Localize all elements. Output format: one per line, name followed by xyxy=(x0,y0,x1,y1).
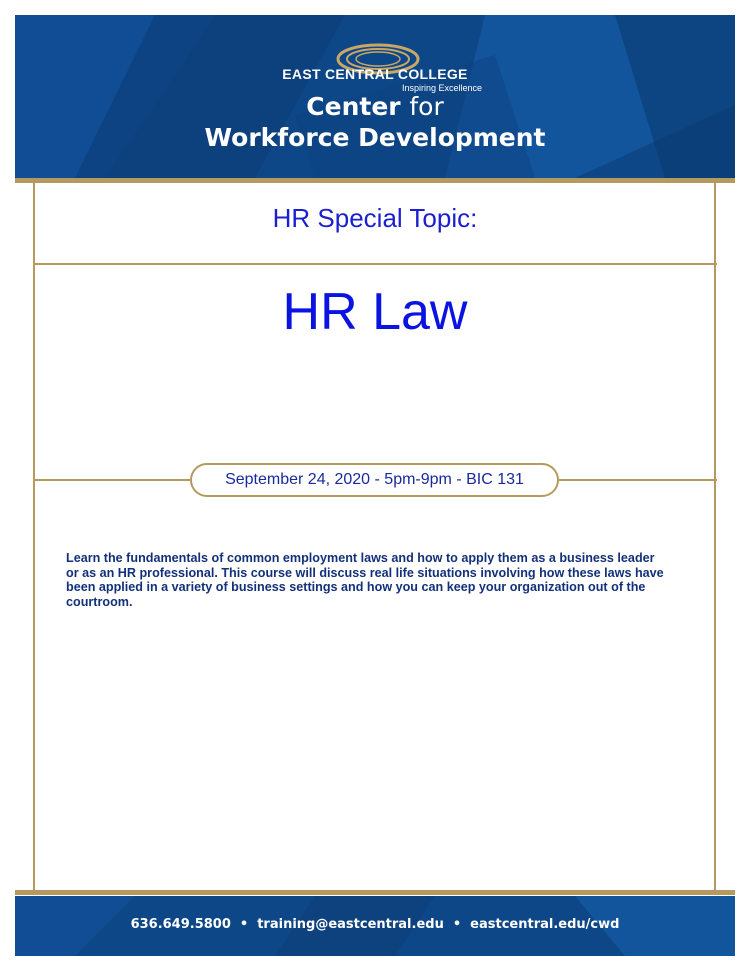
footer-banner xyxy=(15,896,735,956)
contact-separator: • xyxy=(239,917,249,932)
header-banner xyxy=(15,15,735,178)
contact-separator: • xyxy=(452,917,462,932)
contact-website-link[interactable]: eastcentral.edu/cwd xyxy=(470,917,620,932)
course-title: HR Law xyxy=(282,283,468,341)
topic-label: HR Special Topic: xyxy=(272,203,478,233)
topic-divider xyxy=(33,263,717,265)
department-title-word: Center xyxy=(306,92,401,121)
department-title xyxy=(15,91,735,153)
contact-email-link[interactable]: training@eastcentral.edu xyxy=(257,917,444,932)
date-rule-left xyxy=(33,479,190,481)
department-title-for: for xyxy=(409,92,444,121)
college-logo[interactable] xyxy=(15,37,735,97)
course-description: Learn the fundamentals of common employment laws and how to apply them as a business leader or as an HR professional. This course will discuss real life situations involving how these laws have been applied in a variety of business settings and how you can keep your organization out of the courtroom. xyxy=(66,551,664,609)
college-tagline: Inspiring Excellence xyxy=(402,83,483,93)
contact-line xyxy=(15,917,735,932)
college-name: EAST CENTRAL COLLEGE xyxy=(282,66,468,82)
footer-gold-rule xyxy=(15,890,735,895)
event-date-badge xyxy=(190,463,559,497)
event-date-text: September 24, 2020 - 5pm-9pm - BIC 131 xyxy=(225,471,524,488)
department-title-line2: Workforce Development xyxy=(204,123,546,152)
date-rule-right xyxy=(559,479,717,481)
contact-phone[interactable]: 636.649.5800 xyxy=(130,917,231,932)
